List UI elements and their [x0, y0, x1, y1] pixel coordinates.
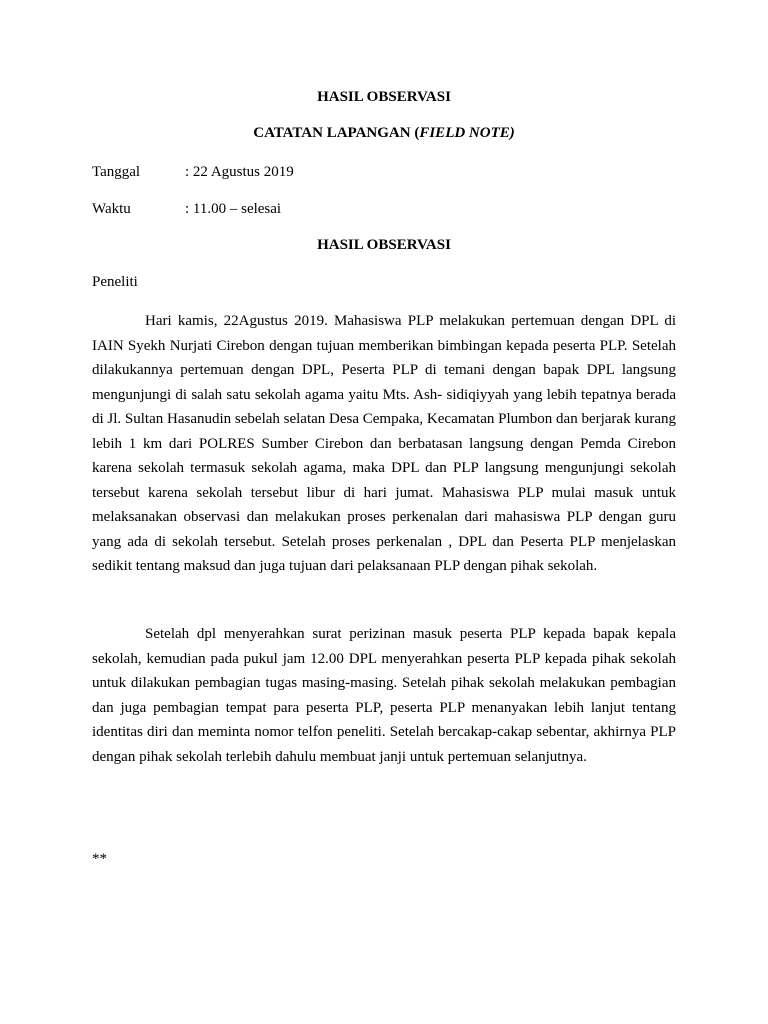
meta-date-value: : 22 Agustus 2019 — [185, 164, 294, 180]
meta-date-label: Tanggal — [92, 164, 141, 180]
meta-date-row — [92, 163, 294, 181]
paragraph-2: Setelah dpl menyerahkan surat perizinan masuk peserta PLP kepada bapak kepala sekolah, kemudian pada pukul jam 12.00 DPL menyerahkan peserta PLP kepada pihak sekolah untuk dilakukan pembagian tugas masing-masing. Setelah pihak sekolah melakukan pembagian dan juga pembagian tempat para peserta PLP, peserta PLP menanyakan lebih lanjut tentang identitas diri dan meminta nomor telfon peneliti. Setelah bercakap-cakap sebentar, akhirnya PLP dengan pihak sekolah terlebih dahulu membuat janji untuk pertemuan selanjutnya. — [92, 626, 676, 765]
document-title: HASIL OBSERVASI — [317, 89, 451, 105]
meta-time-row — [92, 200, 281, 218]
meta-time-label: Waktu — [92, 201, 131, 217]
section-title: HASIL OBSERVASI — [317, 237, 451, 253]
paragraph-1: Hari kamis, 22Agustus 2019. Mahasiswa PLP melakukan pertemuan dengan DPL di IAIN Syekh Nurjati Cirebon dengan tujuan memberikan bimbingan kepada peserta PLP. Setelah dilakukannya pertemuan dengan DPL, Peserta PLP di temani dengan bapak DPL langsung mengunjungi di salah satu sekolah agama yaitu Mts. Ash- sidiqiyyah yang lebih tepatnya berada di Jl. Sultan Hasanudin sebelah selatan Desa Cempaka, Kecamatan Plumbon dan berjarak kurang lebih 1 km dari POLRES Sumber Cirebon dan berbatasan langsung dengan Pemda Cirebon karena sekolah termasuk sekolah agama, maka DPL dan PLP langsung mengunjungi sekolah tersebut karena sekolah tersebut libur di hari jumat. Mahasiswa PLP mulai masuk untuk melaksanakan observasi dan melakukan proses perkenalan dari mahasiswa PLP dengan guru yang ada di sekolah tersebut. Setelah proses perkenalan , DPL dan Peserta PLP menjelaskan sedikit tentang maksud dan juga tujuan dari pelaksanaan PLP dengan pihak sekolah. — [92, 313, 676, 574]
researcher-label: Peneliti — [92, 274, 138, 290]
footer-mark: ** — [92, 851, 107, 867]
meta-time-value: : 11.00 – selesai — [185, 201, 282, 217]
subtitle-prefix: CATATAN LAPANGAN ( — [253, 125, 420, 141]
subtitle-italic: FIELD NOTE) — [419, 125, 515, 141]
document-subtitle — [0, 124, 768, 142]
